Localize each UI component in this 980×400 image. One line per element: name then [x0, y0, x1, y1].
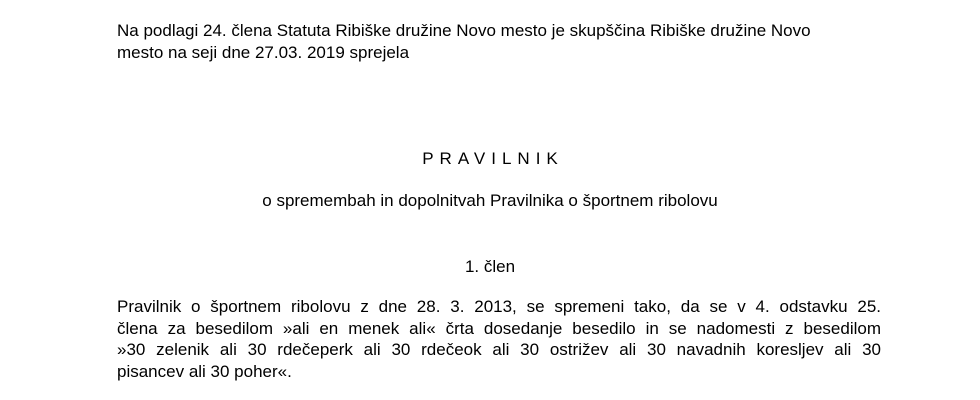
article-line: člena za besedilom »ali en menek ali« črta dosedanje besedilo in se nadomesti z besedilom [117, 318, 881, 338]
article-line: pisancev ali 30 poher«. [117, 361, 292, 381]
intro-line: mesto na seji dne 27.03. 2019 sprejela [117, 43, 410, 62]
article-heading: 1. člen [464, 257, 516, 276]
document-subtitle: o spremembah in dopolnitvah Pravilnika o športnem ribolovu [262, 191, 718, 210]
intro-paragraph [117, 20, 881, 64]
article-line: »30 zelenik ali 30 rdečeperk ali 30 rdečeok ali 30 ostrižev ali 30 navadnih koresljev ali 30 [117, 340, 881, 359]
intro-line: Na podlagi 24. člena Statuta Ribiške družine Novo mesto je skupščina Ribiške družine Novo [117, 21, 811, 40]
article-line: Pravilnik o športnem ribolovu z dne 28. 3. 2013, se spremeni tako, da se v 4. odstavku 25. [117, 297, 881, 316]
article-paragraph [117, 296, 881, 382]
document-title: PRAVILNIK [422, 149, 564, 168]
